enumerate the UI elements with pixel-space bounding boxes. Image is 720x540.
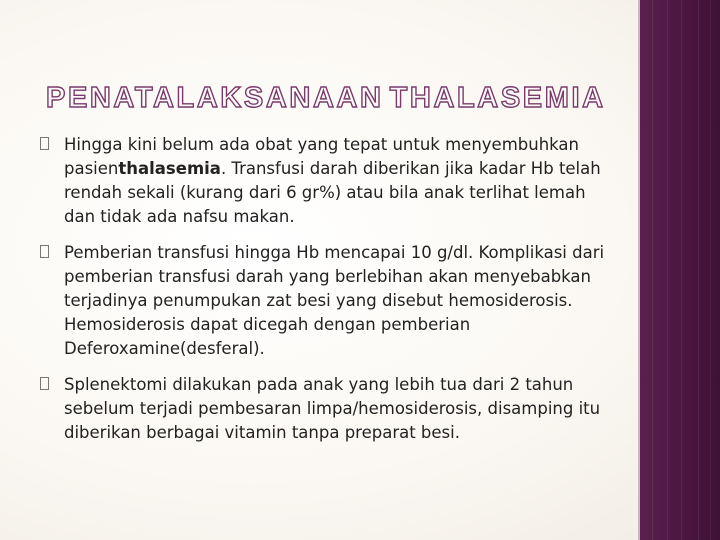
decorative-sidebar xyxy=(640,0,720,540)
bullet-1-bold-term: thalasemia xyxy=(118,159,221,178)
slide-title xyxy=(46,82,606,115)
square-bullet-icon xyxy=(40,377,49,390)
title-part-2: THALASEMIA xyxy=(389,82,606,114)
bullet-item-2 xyxy=(40,241,605,361)
bullet-1-text-after: . Transfusi darah diberikan jika kadar Hb telah rendah sekali (kurang dari 6 gr%) atau bila anak terlihat lemah dan tidak ada nafsu makan. xyxy=(64,159,601,226)
bullet-1-text-before: Hingga kini belum ada obat yang tepat untuk menyembuhkan pasien xyxy=(64,135,580,178)
title-part-1: PENATALAKSANAAN xyxy=(46,82,384,114)
square-bullet-icon xyxy=(40,137,49,150)
bullet-item-3 xyxy=(40,373,605,445)
bullet-text-2: Pemberian transfusi hingga Hb mencapai 10 g/dl. Komplikasi dari pemberian transfusi darah yang berlebihan akan menyebabkan terjadinya penumpukan zat besi yang disebut hemosiderosis. Hemosiderosis dapat dicegah dengan pemberian Deferoxamine(desferal). xyxy=(64,243,605,358)
bullet-item-1 xyxy=(40,133,605,229)
square-bullet-icon xyxy=(40,245,49,258)
bullet-text-1 xyxy=(64,133,605,229)
bullet-text-3: Splenektomi dilakukan pada anak yang lebih tua dari 2 tahun sebelum terjadi pembesaran limpa/hemosiderosis, disamping itu diberikan berbagai vitamin tanpa preparat besi. xyxy=(64,375,601,442)
bullet-list xyxy=(40,133,605,457)
